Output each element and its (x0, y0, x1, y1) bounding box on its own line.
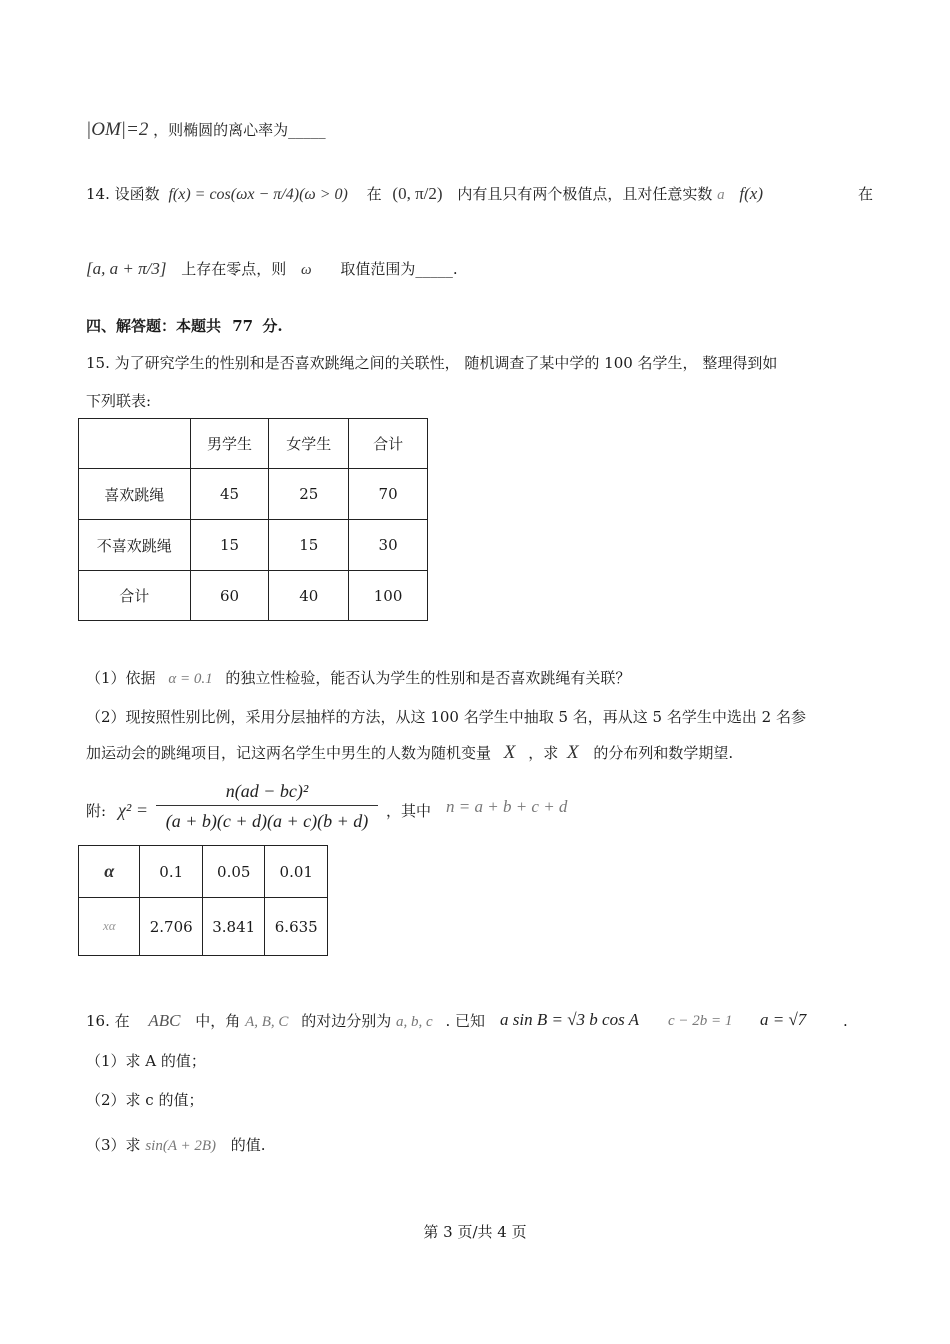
q16-sub1: （1）求 A 的值； (86, 1052, 206, 1070)
page-footer: 第 3 页/共 4 页 (423, 1223, 527, 1241)
x-alpha-symbol: xα (102, 918, 116, 933)
table-cell (79, 419, 191, 469)
q14-interval: (0, π/2) (392, 184, 443, 203)
contingency-table (78, 418, 428, 621)
table-cell: 女学生 (269, 419, 349, 469)
q16-eq2: c − 2b = 1 (668, 1013, 733, 1029)
q15-part1-text-b: 的独立性检验，能否认为学生的性别和是否喜欢跳绳有关联？ (225, 669, 631, 687)
table-cell: 40 (269, 571, 349, 621)
q14-function-def: f(x) = cos(ωx − π/4)(ω > 0) (168, 186, 348, 203)
q16-text-1: 16. 在 (86, 1012, 130, 1030)
table-cell: 15 (190, 520, 269, 571)
q16-line (86, 1011, 485, 1032)
q15-part2-line1: （2）现按照性别比例，采用分层抽样的方法，从这 100 名学生中抽取 5 名，再从这 5 名学生中选出 2 名参 (86, 708, 806, 726)
section-title: 四、解答题：本题共 (86, 317, 222, 335)
chi-denominator: (a + b)(c + d)(a + c)(b + d) (165, 811, 369, 831)
q14-omega: ω (301, 262, 312, 278)
q15-line2: 下列联表: (86, 392, 152, 410)
sides-abc: a, b, c (396, 1014, 433, 1030)
table-cell: 男学生 (190, 419, 269, 469)
where-text: ，其中 (386, 802, 432, 820)
q14-line2 (86, 259, 458, 280)
table-cell: 合计 (79, 571, 191, 621)
table-row (79, 520, 428, 571)
q14-text-2: 在 (366, 185, 382, 203)
table-cell: 70 (349, 469, 428, 520)
table-cell (79, 898, 140, 956)
table-cell: 2.706 (140, 898, 203, 956)
q14-text-1: 设函数 (114, 185, 160, 203)
chi-square-lhs (118, 800, 148, 821)
q15-part1-text-a: （1）依据 (86, 669, 156, 687)
table-cell: 30 (349, 520, 428, 571)
q14-zai (858, 184, 873, 204)
q14-line1 (86, 184, 763, 205)
table-cell: 45 (190, 469, 269, 520)
q14-fx: f(x) (739, 184, 763, 203)
q14-text-5: 上存在零点，则 (181, 260, 287, 278)
q16-end: . (843, 1012, 848, 1030)
table-cell: 25 (269, 469, 349, 520)
q16-sub2: （2）求 c 的值； (86, 1091, 204, 1109)
var-x: X (503, 742, 516, 763)
q16-sub3 (86, 1135, 266, 1156)
section-heading (86, 316, 283, 336)
table-cell: 15 (269, 520, 349, 571)
n-definition: n = a + b + c + d (446, 797, 568, 816)
section-unit: 分. (262, 317, 283, 335)
table-row (79, 469, 428, 520)
alpha-symbol: α (104, 861, 115, 881)
table-cell (79, 846, 140, 898)
q16-text-4: . 已知 (445, 1012, 486, 1030)
var-x: X (566, 742, 579, 763)
om-expression: |OM|=2 (86, 119, 149, 140)
critical-value-table (78, 845, 328, 956)
q14-text-3: 内有且只有两个极值点，且对任意实数 (457, 185, 713, 203)
q14-interval2: [a, a + π/3] (86, 259, 167, 278)
q13-text: ，则椭圆的离心率为_____ (153, 121, 326, 139)
table-cell: 不喜欢跳绳 (79, 520, 191, 571)
table-cell: 60 (190, 571, 269, 621)
angles-abc: A, B, C (245, 1014, 289, 1030)
q14-text-4: 在 (858, 185, 874, 203)
q14-number: 14. (86, 185, 110, 203)
table-row (79, 571, 428, 621)
table-cell: 100 (349, 571, 428, 621)
q16-sub3-text-a: （3）求 (86, 1136, 141, 1154)
table-cell: 合计 (349, 419, 428, 469)
q13-tail (86, 120, 326, 140)
chi-numerator: n(ad − bc)² (156, 780, 378, 806)
chi-symbol: χ² = (118, 800, 148, 820)
q15-part2-text-a: 加运动会的跳绳项目，记这两名学生中男生的人数为随机变量 (86, 744, 492, 762)
table-cell: 0.1 (140, 846, 203, 898)
q16-sub3-text-b: 的值. (230, 1136, 266, 1154)
table-cell: 0.05 (202, 846, 265, 898)
q14-text-6: 取值范围为_____. (340, 260, 458, 278)
q15-line1: 15. 为了研究学生的性别和是否喜欢跳绳之间的关联性， 随机调查了某中学的 100 名学生， 整理得到如 (86, 354, 778, 372)
table-row (79, 898, 328, 956)
q14-var-a: a (717, 187, 725, 203)
q15-part2-text-c: 的分布列和数学期望. (593, 744, 734, 762)
q16-text-3: 的对边分别为 (301, 1012, 392, 1030)
q15-part2-line2 (86, 743, 733, 763)
section-score: 77 (232, 317, 254, 335)
triangle-abc: ABC (148, 1011, 181, 1030)
alpha-value: α = 0.1 (168, 671, 213, 687)
q16-eq3: a = √7 (760, 1010, 807, 1029)
table-cell: 6.635 (265, 898, 328, 956)
q16-text-2: 中，角 (195, 1012, 241, 1030)
chi-square-fraction (156, 780, 378, 833)
table-cell: 0.01 (265, 846, 328, 898)
q15-part1 (86, 668, 630, 689)
sin-expression: sin(A + 2B) (145, 1138, 216, 1154)
q16-eq1: a sin B = √3 b cos A (500, 1010, 640, 1029)
appendix-label: 附: (86, 802, 107, 820)
table-cell: 喜欢跳绳 (79, 469, 191, 520)
table-cell: 3.841 (202, 898, 265, 956)
table-header-row (79, 419, 428, 469)
table-row (79, 846, 328, 898)
q15-part2-text-b: ，求 (528, 744, 559, 762)
